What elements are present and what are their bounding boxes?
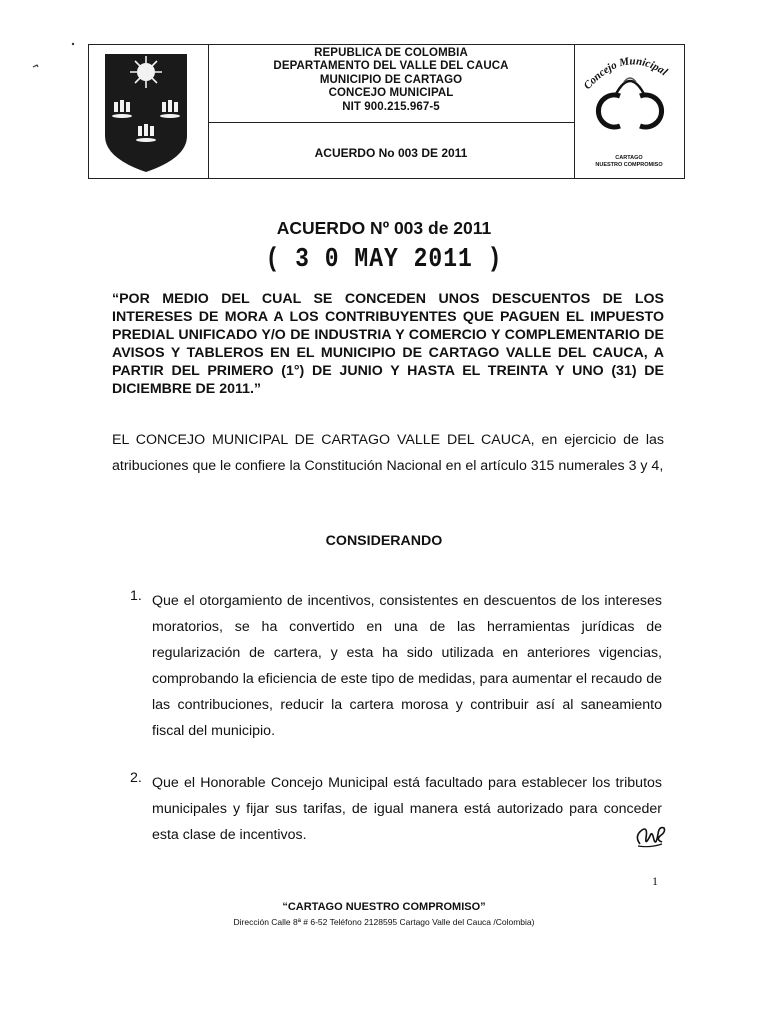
coat-of-arms-shield-icon: [101, 50, 191, 174]
considerando-heading: CONSIDERANDO: [325, 533, 443, 549]
header-institution-lines: [208, 47, 574, 114]
svg-text:Concejo Municipal: [581, 55, 670, 92]
item-2-text: Que el Honorable Concejo Municipal está facultado para establecer los tributos municipales y fijar sus tarifas, de igual manera está autorizado para conceder esta clase de incentivos.: [152, 775, 662, 843]
header-line-department: DEPARTAMENTO DEL VALLE DEL CAUCA: [273, 60, 509, 73]
header-acuerdo-number: ACUERDO No 003 DE 2011: [314, 146, 468, 160]
document-subject: “POR MEDIO DEL CUAL SE CONCEDEN UNOS DESCUENTOS DE LOS INTERESES DE MORA A LOS CONTRIBUYENTES QUE PAGUEN EL IMPUESTO PREDIAL UNIFICADO Y/O DE INDUSTRIA Y COMERCIO Y COMPLEMENTARIO DE AVISOS Y TABLEROS EN EL MUNICIPIO DE CARTAGO VALLE DEL CAUCA, A PARTIR DEL PRIMERO (1°) DE JUNIO Y HASTA EL TREINTA Y UNO (31) DE DICIEMBRE DE 2011.”: [112, 291, 664, 397]
header-line-council: CONCEJO MUNICIPAL: [328, 87, 454, 100]
intro-paragraph: EL CONCEJO MUNICIPAL DE CARTAGO VALLE DEL CAUCA, en ejercicio de las atribuciones que le confiere la Constitución Nacional en el artículo 315 numerales 3 y 4,: [112, 432, 664, 474]
logo-caption: [574, 155, 684, 169]
logo-arc-text: Concejo Municipal: [581, 55, 670, 92]
footer-slogan: “CARTAGO NUESTRO COMPROMISO”: [282, 901, 486, 913]
item-2-number: 2.: [130, 770, 142, 786]
item-1-text: Que el otorgamiento de incentivos, consistentes en descuentos de los intereses moratorios, se ha convertido en una de las herramientas jurídicas de regularización de cartera, y esta ha sido utilizada en anteriores vigencias, comprobando la eficiencia de este tipo de medidas, para aumentar el recaudo de las contribuciones, reducir la cartera morosa y contribuir así al saneamiento fiscal del municipio.: [152, 593, 662, 739]
header-line-country: REPUBLICA DE COLOMBIA: [314, 47, 468, 59]
item-1-number: 1.: [130, 588, 142, 604]
date-stamp: ( 3 0 MAY 2011 ): [265, 244, 503, 274]
footer-address: Dirección Calle 8ª # 6-52 Teléfono 2128595 Cartago Valle del Cauca /Colombia): [233, 917, 535, 927]
handwritten-initials-icon: [632, 822, 668, 852]
header-line-municipality: MUNICIPIO DE CARTAGO: [319, 73, 463, 86]
header-line-nit: NIT 900.215.967-5: [342, 100, 440, 113]
concejo-municipal-logo-icon: [578, 48, 682, 130]
logo-caption-line-1: CARTAGO: [615, 155, 643, 161]
document-title: ACUERDO Nº 003 de 2011: [276, 218, 492, 238]
page-number: 1: [652, 874, 658, 888]
logo-caption-line-2: NUESTRO COMPROMISO: [595, 162, 663, 168]
